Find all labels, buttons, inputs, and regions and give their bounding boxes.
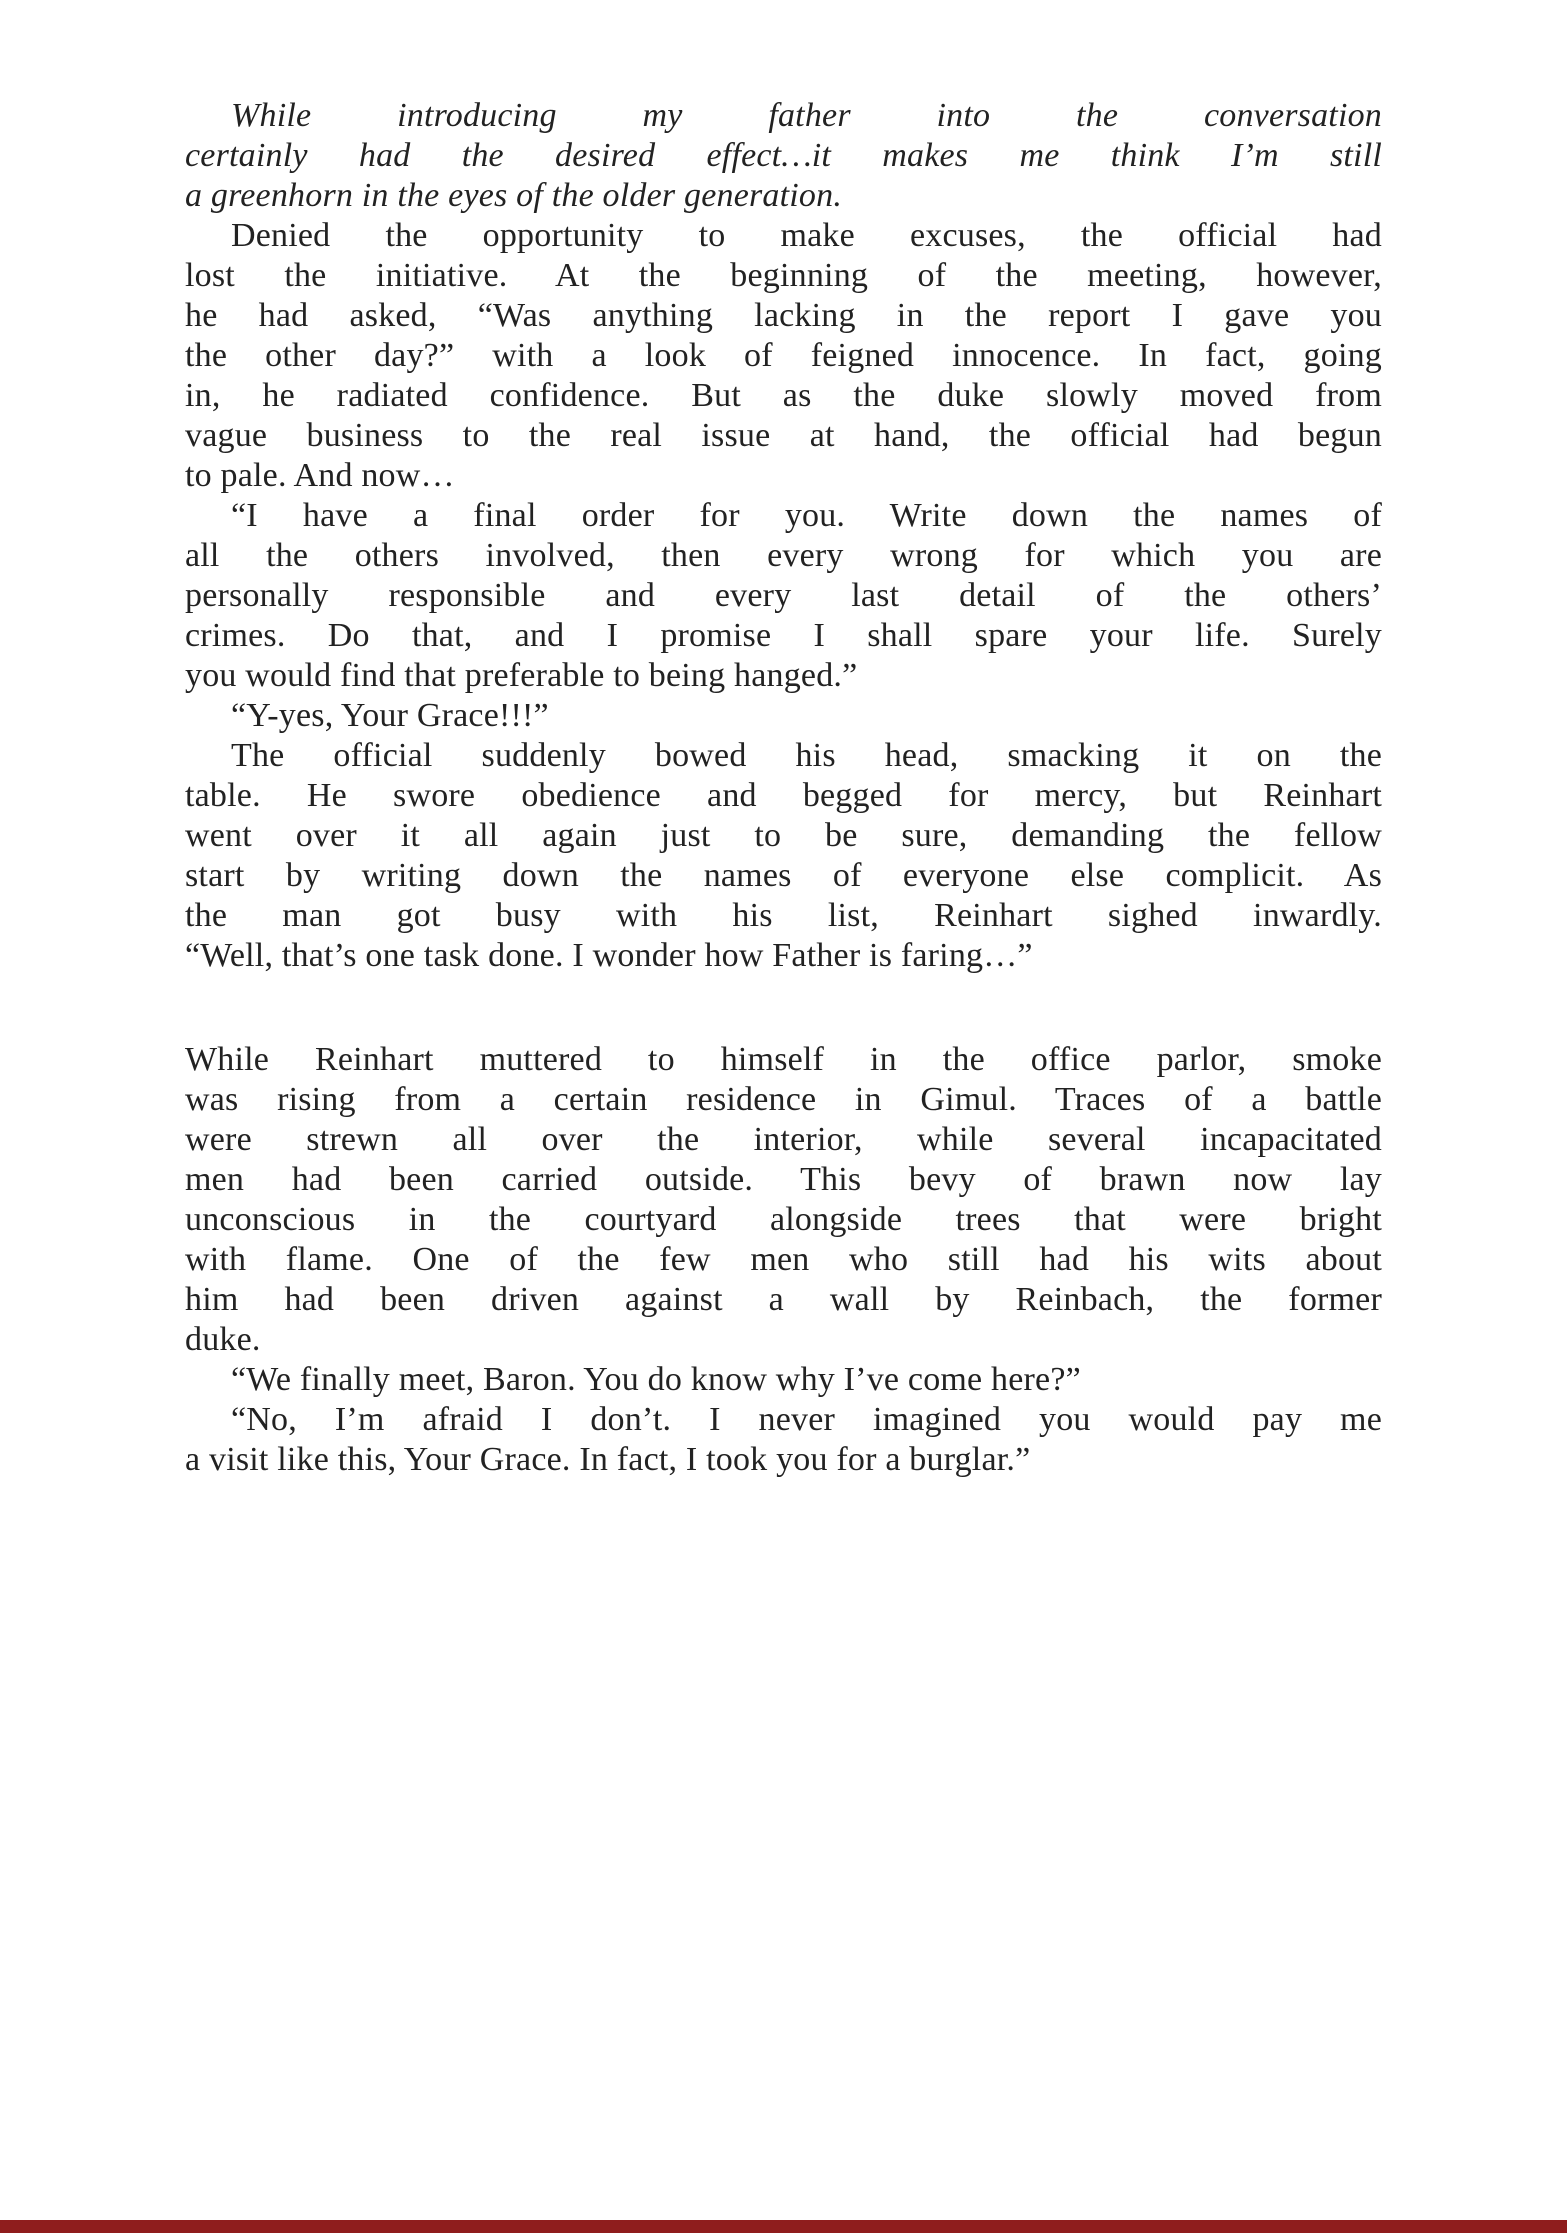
paragraph [185, 96, 1382, 216]
text-line: him had been driven against a wall by Reinbach, the former [185, 1281, 1382, 1318]
text-line: While introducing my father into the conversation [231, 97, 1382, 134]
text-line: went over it all again just to be sure, demanding the fellow [185, 817, 1382, 854]
paragraph [185, 736, 1382, 976]
paragraph [185, 216, 1382, 496]
text-line: a greenhorn in the eyes of the older generation. [185, 177, 843, 214]
text-line: all the others involved, then every wrong for which you are [185, 537, 1382, 574]
page-text-block [185, 96, 1382, 1480]
text-line: lost the initiative. At the beginning of the meeting, however, [185, 257, 1382, 294]
text-line: men had been carried outside. This bevy of brawn now lay [185, 1161, 1382, 1198]
text-line: personally responsible and every last detail of the others’ [185, 577, 1382, 614]
text-line: table. He swore obedience and begged for mercy, but Reinhart [185, 777, 1382, 814]
paragraph [185, 1360, 1382, 1400]
paragraph [185, 1040, 1382, 1360]
text-line: in, he radiated confidence. But as the duke slowly moved from [185, 377, 1382, 414]
text-line: The official suddenly bowed his head, smacking it on the [231, 737, 1382, 774]
text-line: was rising from a certain residence in Gimul. Traces of a battle [185, 1081, 1382, 1118]
text-line: “No, I’m afraid I don’t. I never imagined you would pay me [231, 1401, 1382, 1438]
text-line: “Well, that’s one task done. I wonder how Father is faring…” [185, 937, 1033, 974]
paragraph [185, 496, 1382, 696]
text-line: certainly had the desired effect…it makes me think I’m still [185, 137, 1382, 174]
text-line: you would find that preferable to being hanged.” [185, 657, 858, 694]
footer-accent-bar [0, 2220, 1567, 2233]
text-line: unconscious in the courtyard alongside trees that were bright [185, 1201, 1382, 1238]
text-line: “Y-yes, Your Grace!!!” [231, 697, 549, 734]
text-line: vague business to the real issue at hand, the official had begun [185, 417, 1382, 454]
paragraph [185, 1400, 1382, 1480]
text-line: the other day?” with a look of feigned innocence. In fact, going [185, 337, 1382, 374]
text-line: duke. [185, 1321, 261, 1358]
text-line: “I have a final order for you. Write down the names of [231, 497, 1382, 534]
text-line: start by writing down the names of everyone else complicit. As [185, 857, 1382, 894]
text-line: “We finally meet, Baron. You do know why I’ve come here?” [231, 1361, 1081, 1398]
text-line: to pale. And now… [185, 457, 455, 494]
text-line: crimes. Do that, and I promise I shall spare your life. Surely [185, 617, 1382, 654]
text-line: a visit like this, Your Grace. In fact, I took you for a burglar.” [185, 1441, 1031, 1478]
paragraph [185, 696, 1382, 736]
text-line: with flame. One of the few men who still had his wits about [185, 1241, 1382, 1278]
text-line: were strewn all over the interior, while several incapacitated [185, 1121, 1382, 1158]
text-line: Denied the opportunity to make excuses, the official had [231, 217, 1382, 254]
text-line: While Reinhart muttered to himself in the office parlor, smoke [185, 1041, 1382, 1078]
text-line: he had asked, “Was anything lacking in the report I gave you [185, 297, 1382, 334]
text-line: the man got busy with his list, Reinhart sighed inwardly. [185, 897, 1382, 934]
